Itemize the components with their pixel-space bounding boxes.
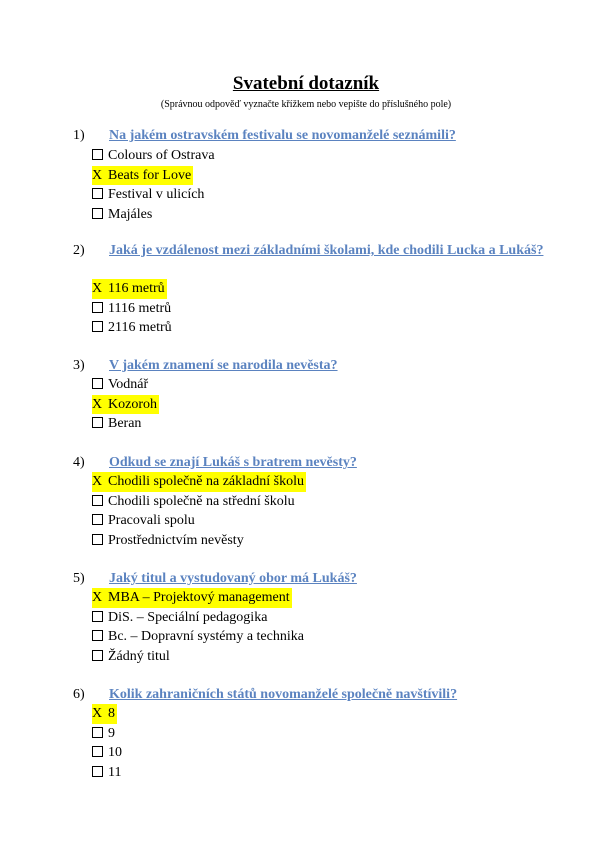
option-selected[interactable] bbox=[92, 279, 167, 299]
question-text: Jaký titul a vystudovaný obor má Lukáš? bbox=[109, 571, 357, 586]
checkbox-icon[interactable] bbox=[92, 492, 108, 512]
checkbox-icon[interactable] bbox=[92, 205, 108, 225]
option-label: Žádný titul bbox=[108, 648, 170, 664]
checkbox-icon[interactable] bbox=[92, 743, 108, 763]
checkbox-icon[interactable] bbox=[92, 375, 108, 395]
question-text: Kolik zahraničních států novomanželé společně navštívili? bbox=[109, 687, 458, 702]
option-checkbox[interactable] bbox=[92, 299, 171, 319]
option-checkbox[interactable] bbox=[92, 627, 304, 647]
option-label: Kozoroh bbox=[108, 396, 157, 412]
checkbox-icon[interactable] bbox=[92, 627, 108, 647]
option-checkbox[interactable] bbox=[92, 375, 148, 395]
option-checkbox[interactable] bbox=[92, 647, 170, 667]
option-checkbox[interactable] bbox=[92, 318, 172, 338]
option-selected[interactable] bbox=[92, 588, 292, 608]
selected-mark: X bbox=[92, 281, 103, 296]
option-selected[interactable] bbox=[92, 704, 117, 724]
option-label: 11 bbox=[108, 764, 122, 780]
option-label: 9 bbox=[108, 725, 115, 741]
option-selected[interactable] bbox=[92, 395, 159, 415]
option-checkbox[interactable] bbox=[92, 414, 141, 434]
checkbox-icon[interactable] bbox=[92, 414, 108, 434]
option-label: Majáles bbox=[108, 206, 153, 222]
checkbox-icon[interactable] bbox=[92, 146, 108, 166]
option-label: DiS. – Speciální pedagogika bbox=[108, 609, 268, 625]
question-number: 4) bbox=[73, 455, 85, 470]
option-label: 8 bbox=[108, 706, 115, 721]
option-checkbox[interactable] bbox=[92, 205, 152, 225]
option-label: Vodnář bbox=[108, 377, 149, 392]
option-label: Bc. – Dopravní systémy a technika bbox=[108, 629, 304, 644]
option-checkbox[interactable] bbox=[92, 608, 267, 628]
selected-mark: X bbox=[92, 590, 103, 605]
checkbox-icon[interactable] bbox=[92, 531, 108, 551]
option-label: Festival v ulicích bbox=[108, 187, 205, 202]
question-text: Jaká je vzdálenost mezi základními školami, kde chodili Lucka a Lukáš? bbox=[109, 243, 544, 258]
option-checkbox[interactable] bbox=[92, 492, 295, 512]
option-label: 2116 metrů bbox=[108, 320, 172, 335]
checkbox-icon[interactable] bbox=[92, 511, 108, 531]
question-text: V jakém znamení se narodila nevěsta? bbox=[109, 358, 338, 373]
checkbox-icon[interactable] bbox=[92, 724, 108, 744]
checkbox-icon[interactable] bbox=[92, 185, 108, 205]
option-label: Chodili společně na střední školu bbox=[108, 493, 295, 509]
question-text: Odkud se znají Lukáš s bratrem nevěsty? bbox=[109, 455, 357, 470]
selected-mark: X bbox=[92, 167, 103, 183]
question-number: 5) bbox=[73, 571, 85, 586]
option-checkbox[interactable] bbox=[92, 146, 215, 166]
option-label: MBA – Projektový management bbox=[108, 590, 290, 605]
option-selected[interactable] bbox=[92, 166, 193, 186]
option-checkbox[interactable] bbox=[92, 763, 121, 783]
checkbox-icon[interactable] bbox=[92, 608, 108, 628]
option-checkbox[interactable] bbox=[92, 185, 204, 205]
option-checkbox[interactable] bbox=[92, 531, 244, 551]
option-label: Colours of Ostrava bbox=[108, 148, 215, 163]
option-label: Chodili společně na základní školu bbox=[108, 474, 304, 489]
option-checkbox[interactable] bbox=[92, 724, 115, 744]
option-label: Beran bbox=[108, 416, 142, 431]
checkbox-icon[interactable] bbox=[92, 647, 108, 667]
checkbox-icon[interactable] bbox=[92, 763, 108, 783]
question-number: 3) bbox=[73, 358, 85, 373]
question-number: 6) bbox=[73, 687, 85, 702]
option-checkbox[interactable] bbox=[92, 511, 195, 531]
option-label: Pracovali spolu bbox=[108, 513, 195, 528]
option-checkbox[interactable] bbox=[92, 743, 122, 763]
checkbox-icon[interactable] bbox=[92, 318, 108, 338]
question-number: 2) bbox=[73, 243, 85, 258]
option-label: 116 metrů bbox=[108, 281, 165, 296]
page-subtitle: (Správnou odpověď vyznačte křížkem nebo vepište do příslušného pole) bbox=[160, 99, 452, 110]
option-label: 10 bbox=[108, 745, 122, 760]
selected-mark: X bbox=[92, 706, 103, 721]
option-label: Prostřednictvím nevěsty bbox=[108, 532, 244, 548]
option-selected[interactable] bbox=[92, 472, 306, 492]
option-label: Beats for Love bbox=[108, 167, 192, 183]
page-title: Svatební dotazník bbox=[232, 73, 380, 94]
checkbox-icon[interactable] bbox=[92, 299, 108, 319]
question-text: Na jakém ostravském festivalu se novomanželé seznámili? bbox=[109, 128, 456, 143]
selected-mark: X bbox=[92, 396, 103, 412]
option-label: 1116 metrů bbox=[108, 300, 172, 316]
question-number: 1) bbox=[73, 128, 85, 143]
selected-mark: X bbox=[92, 474, 103, 489]
